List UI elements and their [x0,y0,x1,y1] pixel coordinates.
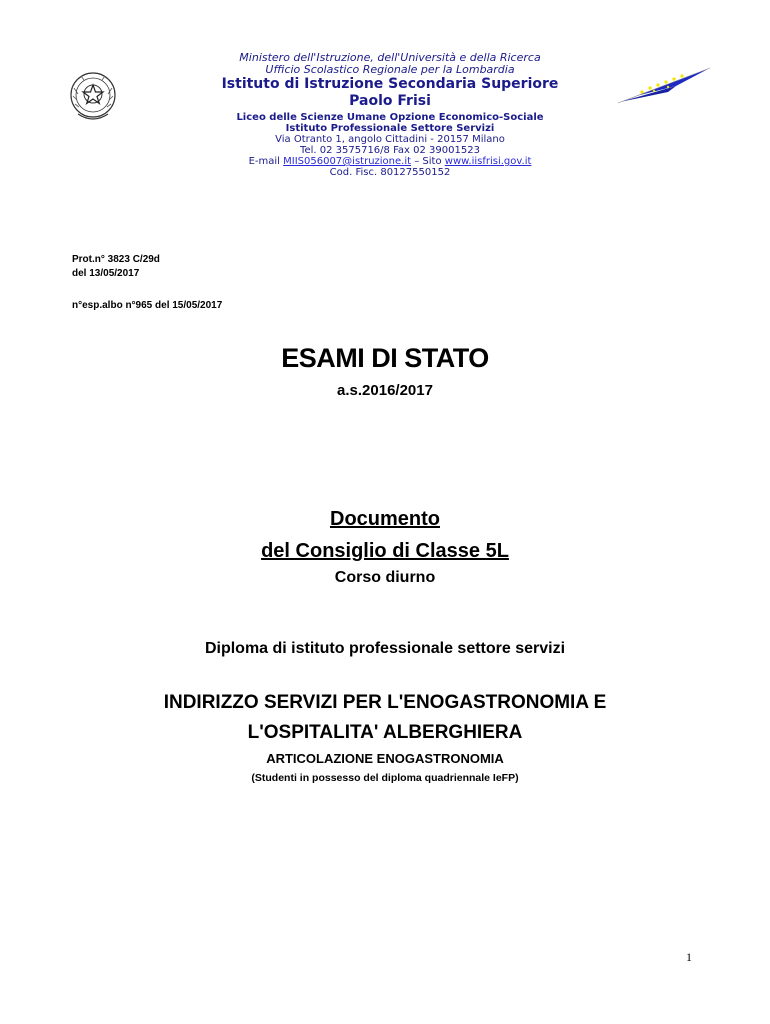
protocol-number: Prot.n° 3823 C/29d [72,254,160,265]
page-title: ESAMI DI STATO [281,343,489,373]
institute-name: Istituto di Istruzione Secondaria Superiore [221,76,559,92]
diploma-line: Diploma di istituto professionale settore servizi [204,640,566,657]
email-label: E-mail [248,156,280,167]
address-heading-line1: INDIRIZZO SERVIZI PER L'ENOGASTRONOMIA E [163,692,607,713]
document-title: Documento [330,508,440,530]
eu-flag-logo-icon [616,66,712,106]
articolazione-line: ARTICOLAZIONE ENOGASTRONOMIA [266,751,504,766]
address-heading-line2: L'OSPITALITA' ALBERGHIERA [247,722,523,743]
liceo-line: Liceo delle Scienze Umane Opzione Economico-Sociale [236,112,544,123]
regional-office-line: Ufficio Scolastico Regionale per la Lombardia [265,63,515,76]
ministry-line: Ministero dell'Istruzione, dell'Università e della Ricerca [239,51,541,64]
email-link[interactable]: MIIS056007@istruzione.it [283,156,412,167]
class-council-title: del Consiglio di Classe 5L [261,540,509,562]
site-label: – Sito [414,156,442,167]
website-link[interactable]: www.iisfrisi.gov.it [444,156,532,167]
address-line: Via Otranto 1, angolo Cittadini - 20157 Milano [275,134,505,145]
professional-line: Istituto Professionale Settore Servizi [285,123,495,134]
fiscal-code-line: Cod. Fisc. 80127550152 [329,167,451,178]
course-type: Corso diurno [334,569,436,586]
students-note: (Studenti in possesso del diploma quadriennale IeFP) [251,772,519,784]
school-name: Paolo Frisi [349,93,431,109]
albo-line: n°esp.albo n°965 del 15/05/2017 [72,300,223,311]
protocol-date: del 13/05/2017 [72,268,140,279]
contact-line [210,156,570,167]
page-number: 1 [686,950,692,964]
republic-emblem-icon [66,68,120,124]
school-year: a.s.2016/2017 [337,382,433,399]
phone-line: Tel. 02 3575716/8 Fax 02 39001523 [300,145,480,156]
